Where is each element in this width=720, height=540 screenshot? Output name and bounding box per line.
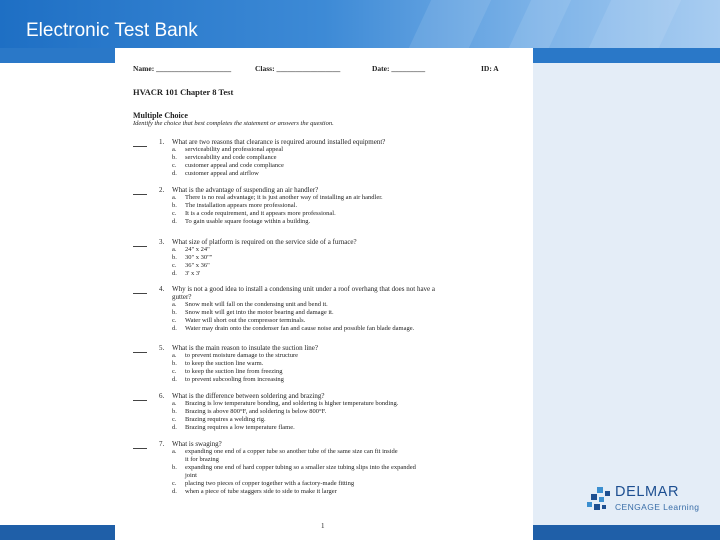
option-text: to keep the suction line from freezing <box>185 368 283 375</box>
option-text: To gain usable square footage within a building. <box>185 218 311 225</box>
option-text: to prevent moisture damage to the structure <box>185 352 298 359</box>
logo-subtitle: CENGAGE Learning <box>615 502 700 512</box>
question-stem: What are two reasons that clearance is required around installed equipment? <box>172 138 386 146</box>
question-stem: gutter? <box>172 293 192 301</box>
option-letter: a. <box>172 246 177 253</box>
option-text: when a piece of tube staggers side to side to make it larger <box>185 488 337 495</box>
option-letter: b. <box>172 309 177 316</box>
option-letter: a. <box>172 448 177 455</box>
slide-title: Electronic Test Bank <box>26 20 198 41</box>
logo-mark-icon <box>585 485 613 515</box>
option-letter: d. <box>172 170 177 177</box>
option-text: to prevent subcooling from increasing <box>185 376 284 383</box>
option-letter: d. <box>172 218 177 225</box>
option-text: Water will short out the compressor terminals. <box>185 317 306 324</box>
name-field-label: Name: ____________________ <box>133 64 232 73</box>
option-text: Brazing requires a welding rig. <box>185 416 266 423</box>
page-number: 1 <box>321 522 325 530</box>
option-letter: c. <box>172 162 177 169</box>
answer-blank <box>133 400 147 401</box>
option-letter: d. <box>172 488 177 495</box>
question-stem: What is swaging? <box>172 440 222 448</box>
option-text: customer appeal and airflow <box>185 170 259 177</box>
question-number: 6. <box>159 392 165 400</box>
option-text: placing two pieces of copper together with a factory-made fitting <box>185 480 355 487</box>
option-text-continued: joint <box>185 472 197 479</box>
option-letter: c. <box>172 262 177 269</box>
option-letter: a. <box>172 400 177 407</box>
option-text-continued: it for brazing <box>185 456 219 463</box>
option-text: expanding one end of a copper tube so another tube of the same size can fit inside <box>185 448 398 455</box>
question-number: 4. <box>159 285 165 293</box>
question-stem: What is the main reason to insulate the suction line? <box>172 344 318 352</box>
logo-name: DELMAR <box>615 484 680 500</box>
option-letter: d. <box>172 376 177 383</box>
id-label: ID: A <box>481 64 499 73</box>
option-letter: b. <box>172 464 177 471</box>
answer-blank <box>133 246 147 247</box>
answer-blank <box>133 146 147 147</box>
option-text: Snow melt will get into the motor bearing and damage it. <box>185 309 334 316</box>
option-text: 24" x 24" <box>185 246 210 253</box>
option-text: 36" x 36" <box>185 262 210 269</box>
option-letter: d. <box>172 424 177 431</box>
option-text: The installation appears more professional. <box>185 202 298 209</box>
option-letter: b. <box>172 254 177 261</box>
option-letter: a. <box>172 352 177 359</box>
side-panel <box>533 63 720 525</box>
option-letter: a. <box>172 301 177 308</box>
option-letter: b. <box>172 202 177 209</box>
option-letter: d. <box>172 325 177 332</box>
option-text: 3' x 3' <box>185 270 201 277</box>
option-text: serviceability and code compliance <box>185 154 277 161</box>
option-text: customer appeal and code compliance <box>185 162 284 169</box>
option-text: Brazing is low temperature bonding, and soldering is higher temperature bonding. <box>185 400 399 407</box>
question-stem: What size of platform is required on the service side of a furnace? <box>172 238 357 246</box>
test-document-page <box>115 48 533 540</box>
question-number: 5. <box>159 344 165 352</box>
option-letter: c. <box>172 317 177 324</box>
document-title: HVACR 101 Chapter 8 Test <box>133 87 234 97</box>
class-field-label: Class: _________________ <box>255 64 341 73</box>
option-text: Brazing requires a low temperature flame. <box>185 424 295 431</box>
date-field-label: Date: _________ <box>372 64 426 73</box>
question-number: 2. <box>159 186 165 194</box>
option-letter: c. <box>172 368 177 375</box>
section-instructions: Identify the choice that best completes the statement or answers the question. <box>133 120 334 127</box>
answer-blank <box>133 293 147 294</box>
option-text: There is no real advantage; it is just another way of installing an air handler. <box>185 194 383 201</box>
option-text: to keep the suction line warm. <box>185 360 264 367</box>
option-letter: b. <box>172 154 177 161</box>
option-letter: c. <box>172 480 177 487</box>
question-stem: What is the advantage of suspending an air handler? <box>172 186 319 194</box>
option-letter: c. <box>172 210 177 217</box>
question-number: 1. <box>159 138 165 146</box>
option-text: Snow melt will fall on the condensing unit and bend it. <box>185 301 328 308</box>
option-letter: a. <box>172 146 177 153</box>
option-letter: b. <box>172 360 177 367</box>
delmar-cengage-logo <box>585 483 715 519</box>
option-text: Brazing is above 800°F, and soldering is below 800°F. <box>185 408 327 415</box>
question-stem: What is the difference between soldering and brazing? <box>172 392 325 400</box>
question-stem: Why is not a good idea to install a condensing unit under a roof overhang that does not have a <box>172 285 436 293</box>
option-text: Water may drain onto the condenser fan and cause noise and possible fan blade damage. <box>185 325 415 332</box>
option-letter: a. <box>172 194 177 201</box>
option-letter: d. <box>172 270 177 277</box>
slide-header <box>0 0 720 48</box>
option-text: It is a code requirement, and it appears more professional. <box>185 210 336 217</box>
option-text: 30" x 30"" <box>185 254 213 261</box>
answer-blank <box>133 352 147 353</box>
option-letter: c. <box>172 416 177 423</box>
option-text: expanding one end of hard copper tubing so a smaller size tubing slips into the expanded <box>185 464 416 471</box>
option-text: serviceability and professional appeal <box>185 146 284 153</box>
answer-blank <box>133 194 147 195</box>
option-letter: b. <box>172 408 177 415</box>
question-number: 7. <box>159 440 165 448</box>
question-number: 3. <box>159 238 165 246</box>
answer-blank <box>133 448 147 449</box>
section-title: Multiple Choice <box>133 111 188 120</box>
